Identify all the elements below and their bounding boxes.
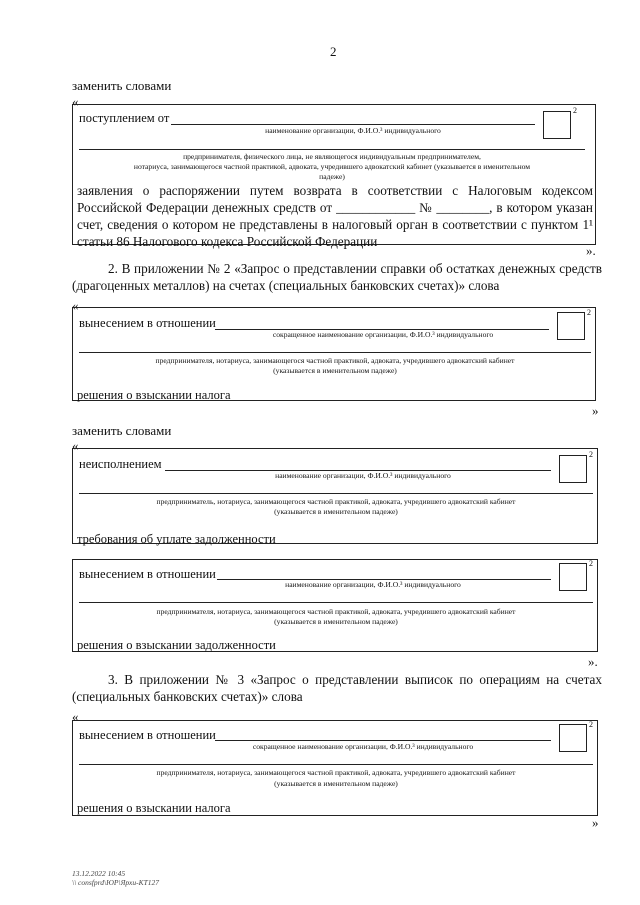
fill-line[interactable] — [79, 764, 593, 765]
field-hint: (указывается в именительном падеже) — [273, 366, 397, 375]
checkbox-square[interactable] — [559, 563, 587, 591]
footnote-mark: 2 — [589, 450, 593, 459]
close-quote: » — [592, 403, 599, 418]
field-prefix: вынесением в отношении — [79, 316, 216, 330]
checkbox-square[interactable] — [559, 455, 587, 483]
close-quote: ». — [586, 243, 596, 258]
field-hint: наименование организации, Ф.И.О.³ индивидуального — [265, 126, 441, 135]
field-hint: сокращенное наименование организации, Ф.И.О.³ индивидуального — [252, 742, 474, 751]
field-hint: (указывается в именительном падеже) — [274, 617, 398, 626]
close-quote: » — [592, 815, 599, 830]
footnote-mark: 2 — [573, 106, 577, 115]
field-tail: решения о взыскании налога — [77, 801, 231, 815]
fill-line[interactable] — [215, 740, 551, 741]
section-3-heading: 3. В приложении № 3 «Запрос о представлении выписок по операциям на счетах (специальных банковских счетах)» слова — [72, 672, 602, 704]
body-text: заявления о распоряжении путем возврата в соответствии с Налоговым кодексом Российской Федерации денежных средств от ____________ № ________, в котором указан счет, сведения о котором не представлены в налоговый орган в соответствии с пунктом 1¹ статьи 86 Налогового кодекса Российской Федерации — [77, 183, 593, 249]
close-quote: ». — [588, 654, 598, 669]
open-quote: « — [72, 94, 79, 109]
footer-path: \\ consfprd\ЮР\Ярхи-КТ127 — [72, 878, 160, 887]
field-hint: наименование организации, Ф.И.О.³ индивидуального — [275, 471, 451, 480]
fill-line[interactable] — [79, 352, 591, 353]
fill-line[interactable] — [79, 602, 593, 603]
field-hint: нотариуса, занимающегося частной практикой, адвоката, учредившего адвокатский кабинет (указывается в именительном — [133, 162, 531, 171]
field-tail: требования об уплате задолженности — [77, 532, 276, 546]
field-hint: (указывается в именительном падеже) — [274, 779, 398, 788]
page-number: 2 — [330, 44, 337, 59]
field-prefix: вынесением в отношении — [79, 567, 216, 581]
checkbox-square[interactable] — [559, 724, 587, 752]
fill-line[interactable] — [171, 124, 535, 125]
fill-line[interactable] — [79, 493, 593, 494]
footnote-mark: 2 — [587, 308, 591, 317]
field-prefix: поступлением от — [79, 111, 170, 125]
field-prefix: неисполнением — [79, 457, 162, 471]
field-hint: предпринимателя, физического лица, не являющегося индивидуальным предпринимателем, — [183, 152, 481, 161]
field-prefix: вынесением в отношении — [79, 728, 216, 742]
open-quote: « — [72, 709, 79, 724]
open-quote: « — [72, 438, 79, 453]
section-2-heading: 2. В приложении № 2 «Запрос о представлении справки об остатках денежных средств (драгоценных металлов) на счетах (специальных банковских счетах)» слова — [72, 261, 602, 293]
footnote-mark: 2 — [589, 559, 593, 568]
field-hint: предпринимателя, нотариуса, занимающегося частной практикой, адвоката, учредившего адвокатский кабинет — [155, 356, 515, 365]
fill-line[interactable] — [79, 149, 585, 150]
replace-label: заменить словами — [72, 423, 172, 438]
form-block-2 — [72, 307, 596, 401]
field-hint: предпринимателя, нотариуса, занимающегося частной практикой, адвоката, учредившего адвокатский кабинет — [156, 768, 516, 777]
field-hint: предприниматель, нотариуса, занимающегося частной практикой, адвоката, учредившего адвокатский кабинет — [156, 497, 516, 506]
form-block-1 — [72, 104, 596, 249]
form-block-3 — [72, 448, 598, 544]
field-hint: наименование организации, Ф.И.О.³ индивидуального — [285, 580, 461, 589]
footnote-mark: 2 — [589, 720, 593, 729]
footer-date: 13.12.2022 10:45 — [72, 869, 126, 878]
checkbox-square[interactable] — [557, 312, 585, 340]
field-hint: падеже) — [319, 172, 345, 181]
field-tail: решения о взыскании задолженности — [77, 638, 276, 652]
open-quote: « — [72, 298, 79, 313]
field-hint: (указывается в именительном падеже) — [274, 507, 398, 516]
field-hint: сокращенное наименование организации, Ф.И.О.³ индивидуального — [272, 330, 494, 339]
replace-label: заменить словами — [72, 78, 172, 93]
form-block-4 — [72, 559, 598, 652]
field-tail: решения о взыскании налога — [77, 388, 231, 402]
checkbox-square[interactable] — [543, 111, 571, 139]
field-hint: предпринимателя, нотариуса, занимающегося частной практикой, адвоката, учредившего адвокатский кабинет — [156, 607, 516, 616]
form-block-5 — [72, 720, 598, 816]
